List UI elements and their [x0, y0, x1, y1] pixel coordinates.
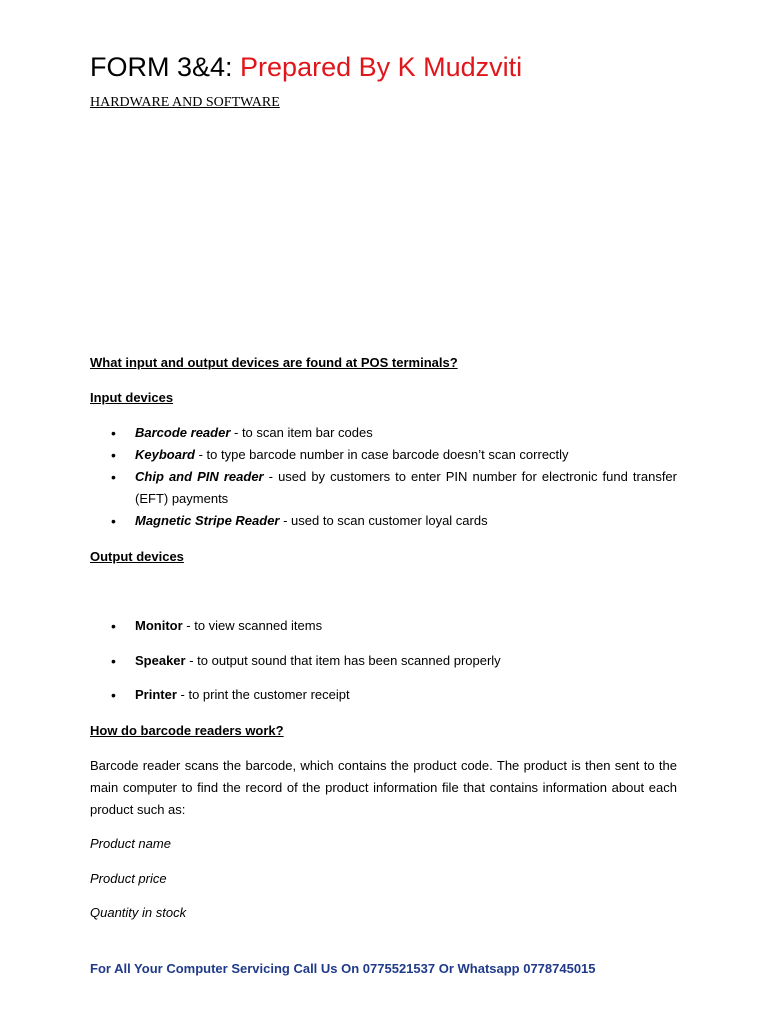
output-devices-heading: Output devices [90, 549, 184, 564]
device-term: Barcode reader [135, 425, 231, 440]
device-term: Keyboard [135, 447, 195, 462]
device-term: Chip and PIN reader [135, 469, 264, 484]
question-barcode-readers: How do barcode readers work? [90, 723, 284, 738]
output-device-printer [90, 684, 677, 706]
input-devices-list [90, 422, 677, 532]
barcode-paragraph: Barcode reader scans the barcode, which contains the product code. The product is then sent to the main computer to find the record of the product information file that contains information about each product such as: [90, 758, 677, 817]
list-item [90, 510, 677, 532]
device-desc: - used to scan customer loyal cards [279, 513, 488, 528]
device-desc: - to output sound that item has been scanned properly [185, 653, 501, 668]
device-term: Monitor [135, 618, 183, 633]
output-device-speaker [90, 650, 677, 672]
device-desc: - used by customers to enter PIN number for electronic fund transfer (EFT) payments [135, 469, 677, 506]
product-field: Quantity in stock [90, 905, 187, 920]
device-term: Speaker [135, 653, 186, 668]
device-desc: - to type barcode number in case barcode doesn’t scan correctly [194, 447, 569, 462]
device-term: Magnetic Stripe Reader [135, 513, 280, 528]
list-item [90, 466, 677, 510]
product-field: Product price [90, 871, 167, 886]
product-field: Product name [90, 836, 171, 851]
question-pos-devices: What input and output devices are found at POS terminals? [90, 355, 458, 370]
page-title [90, 50, 522, 84]
input-devices-heading: Input devices [90, 390, 174, 405]
list-item [90, 444, 677, 466]
title-author: Prepared By K Mudzviti [240, 52, 523, 82]
device-desc: - to view scanned items [182, 618, 323, 633]
list-item [90, 650, 677, 672]
footer-contact: For All Your Computer Servicing Call Us On 0775521537 Or Whatsapp 0778745015 [90, 961, 596, 976]
title-prefix: FORM 3&4: [90, 52, 241, 82]
page-subtitle: HARDWARE AND SOFTWARE [90, 95, 280, 110]
device-desc: - to print the customer receipt [176, 687, 350, 702]
output-device-monitor [90, 615, 677, 637]
device-term: Printer [135, 687, 177, 702]
list-item [90, 684, 677, 706]
list-item [90, 422, 677, 444]
device-desc: - to scan item bar codes [230, 425, 373, 440]
list-item [90, 615, 677, 637]
